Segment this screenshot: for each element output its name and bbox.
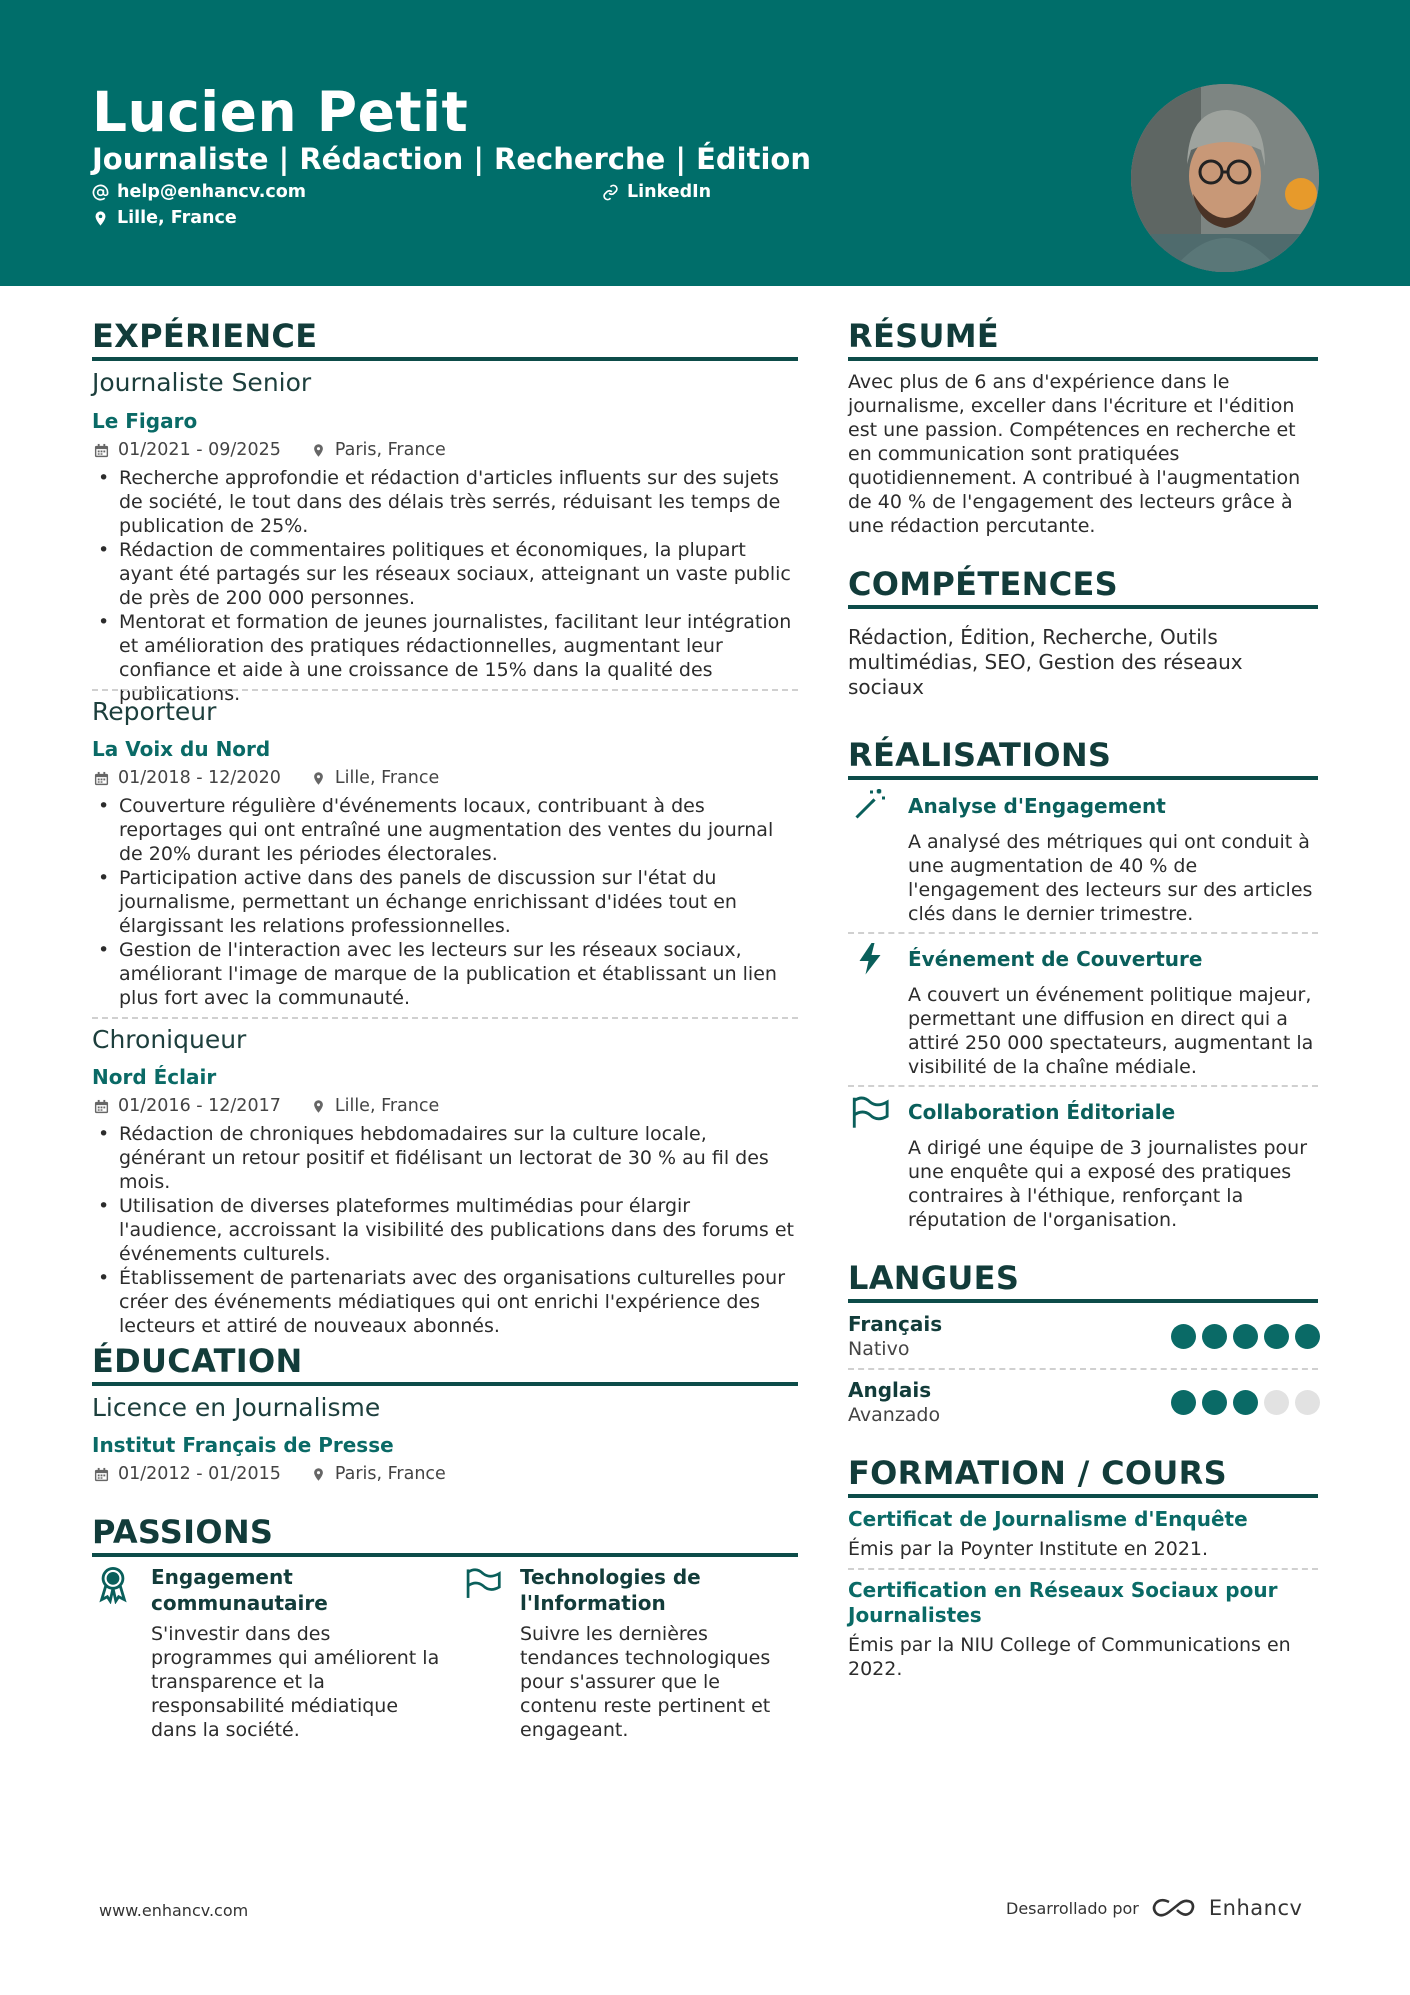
company-name: Nord Éclair	[92, 1065, 217, 1089]
bullet-item: • Mentorat et formation de jeunes journalistes, facilitant leur intégration et amélioration des pratiques rédactionnelles, augmentant leur confiance et aide à une croissance de 15% dans la qualité des publications.	[92, 610, 798, 706]
job-title: Reporteur	[92, 697, 217, 726]
skills-text: Rédaction, Édition, Recherche, Outils multimédias, SEO, Gestion des réseaux sociaux	[848, 625, 1243, 699]
divider	[92, 1017, 798, 1019]
education-location: Paris, France	[334, 1464, 446, 1484]
divider	[848, 1085, 1318, 1087]
job-dates: 01/2018 - 12/2020	[118, 768, 281, 788]
course-title: Certificat de Journalisme d'Enquête	[848, 1507, 1248, 1531]
course-text: Émis par la NIU College of Communications en 2022.	[848, 1634, 1291, 1680]
job-bullets	[92, 466, 798, 706]
at-icon	[92, 184, 109, 201]
education-meta	[94, 1462, 446, 1486]
email-text: help@enhancv.com	[117, 182, 307, 202]
experience-rule	[92, 357, 798, 361]
map-pin-icon	[311, 1099, 326, 1114]
job-location: Paris, France	[334, 440, 446, 460]
degree-title: Licence en Journalisme	[92, 1393, 381, 1422]
map-pin-icon	[92, 210, 109, 227]
experience-heading: EXPÉRIENCE	[92, 317, 318, 355]
linkedin-contact[interactable]	[602, 180, 711, 204]
skills-rule	[848, 605, 1318, 609]
company-name: Le Figaro	[92, 409, 198, 433]
job-bullets	[92, 794, 798, 1010]
bullet-item: • Couverture régulière d'événements locaux, contribuant à des reportages qui ont entraîné une augmentation des ventes du journal de 20% durant les périodes électorales.	[92, 794, 798, 866]
bullet-item: • Participation active dans des panels de discussion sur l'état du journalisme, permettant un échange enrichissant d'idées tout en élargissant les relations professionnelles.	[92, 866, 798, 938]
rating-dot-filled	[1264, 1324, 1289, 1349]
course-title: Certification en Réseaux Sociaux pour Journalistes	[848, 1578, 1278, 1627]
candidate-title: Journaliste | Rédaction | Recherche | Édition	[92, 142, 811, 176]
languages-heading: LANGUES	[848, 1259, 1020, 1297]
lightning-icon	[852, 940, 888, 976]
school-name: Institut Français de Presse	[92, 1433, 394, 1457]
profile-photo	[1131, 84, 1319, 272]
language-rating	[1171, 1324, 1320, 1349]
course-text: Émis par la Poynter Institute en 2021.	[848, 1538, 1209, 1560]
job-meta	[94, 766, 439, 790]
magic-wand-icon	[852, 786, 888, 822]
linkedin-text: LinkedIn	[627, 182, 712, 202]
rating-dot-filled	[1233, 1390, 1258, 1415]
job-bullets	[92, 1122, 798, 1338]
divider	[848, 932, 1318, 934]
passion-title: Technologies de l'Information	[520, 1565, 701, 1615]
rating-dot-filled	[1171, 1324, 1196, 1349]
achievement-title: Collaboration Éditoriale	[908, 1100, 1176, 1124]
courses-rule	[848, 1494, 1318, 1498]
language-level: Nativo	[848, 1338, 910, 1360]
bullet-item: • Recherche approfondie et rédaction d'articles influents sur des sujets de société, le tout dans des délais très serrés, réduisant les temps de publication de 25%.	[92, 466, 798, 538]
rating-dot-filled	[1233, 1324, 1258, 1349]
job-location: Lille, France	[334, 768, 440, 788]
language-name: Français	[848, 1312, 943, 1336]
job-meta	[94, 438, 446, 462]
education-rule	[92, 1382, 798, 1386]
achievements-heading: RÉALISATIONS	[848, 736, 1112, 774]
calendar-icon	[94, 1467, 109, 1482]
summary-text: Avec plus de 6 ans d'expérience dans le journalisme, exceller dans l'écriture et l'édition est une passion. Compétences en recherche et en communication sont pratiquées quotidiennement. A contribué à l'augmentation de 40 % de l'engagement des lecteurs grâce à une rédaction percutante.	[848, 371, 1301, 537]
passions-heading: PASSIONS	[92, 1513, 274, 1551]
candidate-name: Lucien Petit	[92, 80, 469, 144]
job-title: Journaliste Senior	[92, 368, 312, 397]
award-ribbon-icon	[96, 1564, 130, 1604]
rating-dot-filled	[1295, 1324, 1320, 1349]
bullet-item: • Utilisation de diverses plateformes multimédias pour élargir l'audience, accroissant la visibilité des publications dans des forums et événements culturels.	[92, 1194, 798, 1266]
achievement-text: A dirigé une équipe de 3 journalistes pour une enquête qui a exposé des pratiques contraires à l'éthique, renforçant la réputation de l'organisation.	[908, 1137, 1308, 1231]
passion-text: Suivre les dernières tendances technologiques pour s'assurer que le contenu reste pertinent et engageant.	[520, 1623, 771, 1741]
summary-rule	[848, 357, 1318, 361]
map-pin-icon	[311, 771, 326, 786]
map-pin-icon	[311, 443, 326, 458]
link-icon	[602, 184, 619, 201]
courses-heading: FORMATION / COURS	[848, 1454, 1227, 1492]
education-dates: 01/2012 - 01/2015	[118, 1464, 281, 1484]
languages-rule	[848, 1299, 1318, 1303]
language-name: Anglais	[848, 1378, 932, 1402]
education-heading: ÉDUCATION	[92, 1342, 303, 1380]
divider	[92, 689, 798, 691]
job-meta	[94, 1094, 439, 1118]
job-dates: 01/2016 - 12/2017	[118, 1096, 281, 1116]
calendar-icon	[94, 1099, 109, 1114]
passion-title: Engagement communautaire	[151, 1565, 328, 1615]
rating-dot-empty	[1264, 1390, 1289, 1415]
language-level: Avanzado	[848, 1404, 941, 1426]
achievement-text: A analysé des métriques qui ont conduit à une augmentation de 40 % de l'engagement des lecteurs sur des articles clés dans le dernier trimestre.	[908, 831, 1313, 925]
header	[0, 0, 1410, 286]
skills-heading: COMPÉTENCES	[848, 565, 1119, 603]
bullet-item: • Rédaction de commentaires politiques et économiques, la plupart ayant été partagés sur les réseaux sociaux, atteignant un vaste public de près de 200 000 personnes.	[92, 538, 798, 610]
email-contact[interactable]	[92, 180, 306, 204]
rating-dot-filled	[1202, 1390, 1227, 1415]
passions-rule	[92, 1553, 798, 1557]
enhancv-logo-icon	[1151, 1896, 1197, 1920]
flag-icon	[464, 1566, 502, 1600]
powered-by-text: Desarrollado por	[1006, 1898, 1139, 1918]
achievement-title: Événement de Couverture	[908, 947, 1203, 971]
map-pin-icon	[311, 1467, 326, 1482]
job-location: Lille, France	[334, 1096, 440, 1116]
achievement-text: A couvert un événement politique majeur, permettant une diffusion en direct qui a attiré 250 000 spectateurs, augmentant la visibilité de la chaîne médiale.	[908, 984, 1314, 1078]
job-title: Chroniqueur	[92, 1025, 247, 1054]
job-dates: 01/2021 - 09/2025	[118, 440, 281, 460]
flag-icon	[850, 1094, 890, 1130]
rating-dot-filled	[1171, 1390, 1196, 1415]
achievement-title: Analyse d'Engagement	[908, 794, 1166, 818]
calendar-icon	[94, 771, 109, 786]
divider	[848, 1368, 1318, 1370]
location-text: Lille, France	[117, 208, 237, 228]
achievements-rule	[848, 776, 1318, 780]
rating-dot-empty	[1295, 1390, 1320, 1415]
company-name: La Voix du Nord	[92, 737, 271, 761]
location-contact	[92, 206, 237, 230]
bullet-item: • Établissement de partenariats avec des organisations culturelles pour créer des événements médiatiques qui ont enrichi l'expérience des lecteurs et attiré de nouveaux abonnés.	[92, 1266, 798, 1338]
language-rating	[1171, 1390, 1320, 1415]
passion-text: S'investir dans des programmes qui améliorent la transparence et la responsabilité médiatique dans la société.	[151, 1623, 440, 1741]
summary-heading: RÉSUMÉ	[848, 317, 1000, 355]
bullet-item: • Rédaction de chroniques hebdomadaires sur la culture locale, générant un retour positif et fidélisant un lectorat de 30 % au fil des mois.	[92, 1122, 798, 1194]
bullet-item: • Gestion de l'interaction avec les lecteurs sur les réseaux sociaux, améliorant l'image de marque de la publication et établissant un lien plus fort avec la communauté.	[92, 938, 798, 1010]
brand-name: Enhancv	[1208, 1896, 1303, 1920]
footer-branding	[1006, 1896, 1302, 1920]
divider	[848, 1568, 1318, 1570]
rating-dot-filled	[1202, 1324, 1227, 1349]
calendar-icon	[94, 443, 109, 458]
footer-website[interactable]: www.enhancv.com	[99, 1901, 249, 1920]
